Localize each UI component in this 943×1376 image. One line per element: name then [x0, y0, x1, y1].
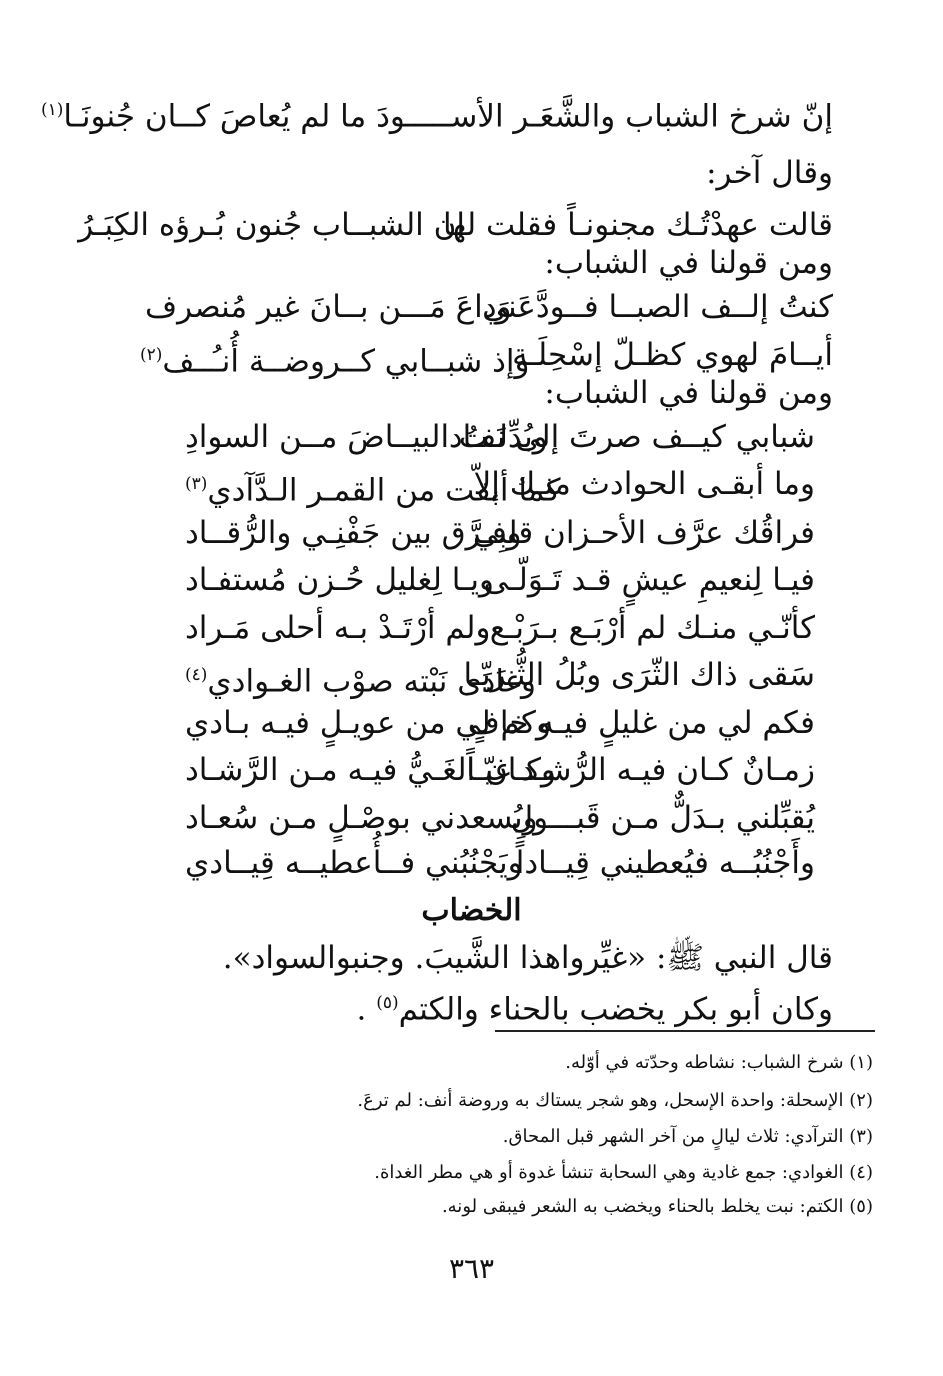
intro-line: ومن قولنا في الشباب: — [544, 245, 833, 281]
verse-first-hemistich: سَقى ذاك الثّرَى وبُلُ الثُّـرَيّـا — [463, 657, 815, 693]
verse-first-hemistich: فراقُك عرَّف الأحـزان قلبِي — [472, 515, 815, 551]
footnote-ref: (٥) — [376, 993, 399, 1013]
verse-second-hemistich: وفـرَّق بين جَفْنِـي والرُّقــاد — [185, 515, 522, 551]
verse-row — [0, 843, 943, 883]
verse-second-hemistich: وكم لي من عويـلٍ فيـه بـادي — [185, 705, 551, 741]
verse-row — [0, 560, 943, 600]
footnote-4: (٤) الغوادي: جمع غادية وهي السحابة تنشأ غدوة أو هي مطر الغداة. — [374, 1162, 873, 1183]
intro-line: وقال آخر: — [706, 155, 833, 191]
verse-second-hemistich: ولم أرْتَـدْ بـه أحلى مَـراد — [185, 610, 491, 646]
verse-first-hemistich: قالت عهدْتُـك مجنونـاً فقلت لها — [443, 207, 833, 243]
verse-first-hemistich: فيـا لِنعيمِ عيشٍ قـد تَـوَلّـى — [483, 562, 815, 598]
footnote-ref: (٢) — [140, 345, 163, 365]
verse-row — [0, 655, 943, 700]
verse-second-hemistich: وَداعَ مَـــن بــانَ غير مُنصرف — [145, 289, 512, 325]
section-title: الخضاب — [421, 893, 522, 928]
footnote-1: (١) شرخ الشباب: نشاطه وحدّته في أوّله. — [565, 1052, 873, 1073]
verse-row — [0, 608, 943, 648]
verse-second-hemistich: ويَجْنُبُني فــأُعطيــه قِيــادي — [185, 845, 523, 881]
footnote-divider — [495, 1030, 875, 1032]
verse-row — [0, 703, 943, 743]
verse-first-hemistich: كنتُ إلــف الصبــا فــودَّعَني — [482, 289, 833, 325]
opening-verse-text: إنّ شرخ الشباب والشَّعَـر الأســـــودَ ما لم يُعاصَ كــان جُنونَـا — [63, 98, 833, 135]
abubakr-text: وكان أبو بكر يخضب بالحناء والكتم — [398, 991, 833, 1028]
verse-second-hemistich: وبُدِّلـتُ البيــاضَ مــن السوادِ — [185, 419, 548, 455]
verse-first-hemistich: يُقبِّلني بـدَلٌّ مـن قَبـــولِ — [510, 800, 815, 836]
verse-row — [0, 464, 943, 509]
verse-second-hemistich — [140, 335, 529, 381]
verse-second-hemistich: إن الشبــاب جُنون بُـرؤه الكِبَـرُ — [78, 207, 465, 243]
verse-second-hemistich: وكـان الغَـيُّ فيـه مـن الرَّشـاد — [185, 752, 557, 788]
hemistich-text: كما أبقت من القمـر الـدَّآدي — [207, 472, 561, 509]
verse-2 — [0, 205, 943, 245]
verse-first-hemistich: فكم لي من غليلٍ فيـه خافٍ — [467, 705, 815, 741]
verse-second-hemistich: ويـا لِغليل حُـزن مُستفـاد — [185, 562, 494, 598]
opening-verse — [40, 90, 833, 136]
footnote-ref: (٤) — [185, 665, 208, 685]
abubakr-line — [357, 983, 833, 1029]
verse-row — [0, 513, 943, 553]
hemistich-text: وإذ شبــابي كــروضــة أُنـُــف — [162, 343, 530, 380]
verse-row — [0, 798, 943, 838]
page-number: ٣٦٣ — [448, 1252, 495, 1285]
footnote-ref: (٣) — [185, 474, 208, 494]
footnote-3: (٣) الترآدي: ثلاث ليالٍ من آخر الشهر قبل المحاق. — [502, 1126, 873, 1147]
verse-first-hemistich: وما أبقـى الحوادث منـك إلاّ — [473, 466, 815, 502]
verse-row — [0, 335, 943, 380]
period: . — [356, 991, 377, 1028]
verse-first-hemistich: أيــامَ لهوي كظـلّ إسْحِلَـة — [512, 337, 833, 373]
hadith-line: قال النبي ﷺ: «غيِّرواهذا الشَّيبَ. وجنبوالسواد». — [222, 940, 833, 976]
verse-row — [0, 750, 943, 790]
footnote-ref: (١) — [40, 100, 64, 120]
verse-row — [0, 417, 943, 457]
verse-second-hemistich — [185, 655, 536, 701]
footnote-2: (٢) الإسحلة: واحدة الإسحل، وهو شجر يستاك به وروضة أنف: لم ترعَ. — [357, 1090, 873, 1111]
hemistich-text: وغادَى نَبْته صوْب الغـوادي — [207, 663, 536, 700]
intro-line: ومن قولنا في الشباب: — [544, 375, 833, 411]
verse-row — [0, 287, 943, 327]
verse-first-hemistich: كأنّـي منـك لم أرْبَـع بـرَبْـع — [489, 610, 815, 646]
verse-first-hemistich: زمـانٌ كـان فيـه الرُّشـد غيّـاً — [466, 752, 815, 788]
verse-second-hemistich: ويُسعدني بوصْـلٍ مـن سُعـاد — [185, 800, 538, 836]
footnote-5: (٥) الكتم: نبت يخلط بالحناء ويخضب به الشعر فيبقى لونه. — [441, 1196, 873, 1217]
verse-second-hemistich — [185, 464, 560, 510]
verse-first-hemistich: شبابي كيــف صرتَ إلى نَفـاد — [448, 419, 815, 455]
verse-first-hemistich: وأَجْنُبُــه فيُعطيني قِيــاداً — [515, 845, 815, 881]
